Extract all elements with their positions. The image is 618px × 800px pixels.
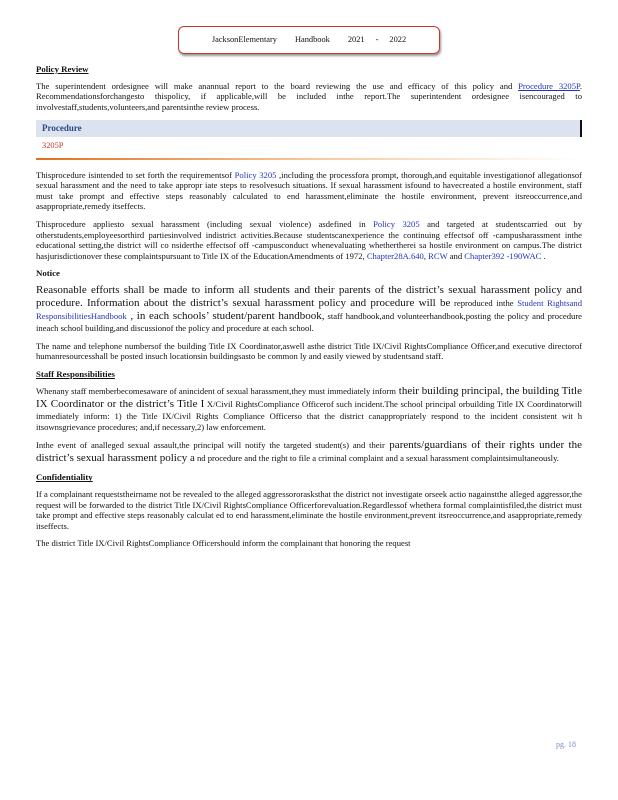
procedure-paragraph-1: Thisprocedure isintended to set forth the requirementsof Policy 3205 ,including the processfora prompt, thorough,and equitable investigationof allegationsof sexual harassment and the need to take appropr iate steps to resolvesuch situations. If sexual harassment isfound to havecreated a hostile environment, staff must take prompt and effective steps reasonably calculated to end harassment,eliminate the hostile environment, prevent itsreoccurrence,and asappropriate,remedy itseffects.	[36, 169, 582, 212]
notice-paragraph-1: Reasonable efforts shall be made to inform all students and their parents of the district’s sexual harassment policy and procedure. Information about the district’s sexual harassment policy and procedure will be reproduced inthe Student Rightsand ResponsibilitiesHandbook , in each schools’ student/parent handbook, staff handbook,and volunteerhandbook,posting the policy and procedure ineach school building,and discussionof the policy and procedure at each school.	[36, 283, 582, 333]
divider	[36, 158, 582, 160]
notice-heading: Notice	[36, 268, 60, 279]
wac-link[interactable]: Chapter392 -190WAC	[464, 250, 542, 261]
policy-link-2[interactable]: Policy 3205	[373, 218, 420, 229]
year-start: 2021	[347, 34, 365, 44]
rcw-link[interactable]: RCW	[428, 250, 448, 261]
handbook-header	[178, 26, 440, 54]
page-number: pg. 18	[556, 740, 576, 749]
procedure-paragraph-2: Thisprocedure appliesto sexual harassment (including sexual violence) asdefined in Policy 3205 and targeted at studentscarried out by otherstudents,employeesorthird partiesinvolved indistrict activities.Because studentscanexperience the continuing effectsof off -campusharassment inthe educational setting,the district will co nsiderthe effectsof off -campusconduct whenevaluating whethertherei sa hostile environment on campus.The district hasjurisdictionover these complaintspursuant to Title IX of the EducationAmendments of 1972, Chapter28A.640, RCW and Chapter392 -190WAC .	[36, 218, 582, 261]
header-title: Handbook	[294, 34, 330, 44]
year-separator: -	[375, 34, 379, 44]
policy-link[interactable]: Policy 3205	[234, 169, 277, 180]
staff-paragraph-2: Inthe event of analleged sexual assault,the principal will notify the targeted student(s) and their parents/guardians of their rights under the district’s sexual harassment policy a nd procedure and the right to file a criminal complaint and a sexual harassment complaintsimultaneously.	[36, 439, 582, 465]
policy-review-paragraph: The superintendent ordesignee will make anannual report to the board reviewing the use and efficacy of this policy and Procedure 3205P. Recommendationsforchangesto thispolicy, if applicable,will be included inthe report.The superintendent ordesignee isencouraged to involvestaff,students,volunteers,and parentsinthe review process.	[36, 80, 583, 112]
school-name: JacksonElementary	[211, 34, 277, 44]
confidentiality-heading: Confidentiality	[36, 472, 93, 483]
confidentiality-paragraph-1: If a complainant requeststheirname not be revealed to the alleged aggressororasksthat the district not investigate orseek actio nagainstthe alleged aggressor,the request will be forwarded to the district Title IX/Civil RightsCompliance Officerforevaluation.Regardlessof whethera formal complaintisfiled,the district must take prompt and effective steps reasonably calculat ed to end harassment,eliminate the hostile environment,prevent itsreoccurrence,and asappropriate,remedy itseffects.	[36, 489, 582, 531]
policy-review-heading: Policy Review	[36, 64, 89, 74]
handbook-link[interactable]: Student Rightsand ResponsibilitiesHandbook	[36, 297, 582, 321]
procedure-heading-bar: Procedure	[36, 120, 582, 137]
staff-responsibilities-heading: Staff Responsibilities	[36, 368, 115, 379]
procedure-link[interactable]: Procedure 3205P	[518, 80, 580, 91]
chapter-link[interactable]: Chapter28A.640	[366, 250, 424, 261]
document-content	[36, 64, 582, 556]
notice-paragraph-2: The name and telephone numbersof the building Title IX Coordinator,aswell asthe district Title IX/Civil RightsCompliance Officer,and executive directorof humanresourcesshall be posted insuch locationsin buildingsasto be common ly and easily viewed by studentsand staff.	[36, 340, 582, 362]
year-end: 2022	[389, 34, 407, 44]
staff-paragraph-1: Whenany staff memberbecomesaware of anincident of sexual harassment,they must immediately inform their building principal, the building Title IX Coordinator or the district’s Title I X/Civil RightsCompliance Officerof such incident.The school principal orbuilding Title IX Coordinatorwill immediately inform: 1) the Title IX/Civil Rights Compliance Officerso that the district canappropriately respond to the incident consistent wit h itsownsgrievance procedures; and,if necessary,2) law enforcement.	[36, 385, 582, 432]
procedure-code: 3205P	[42, 140, 64, 150]
confidentiality-paragraph-2: The district Title IX/Civil RightsCompliance Officershould inform the complainant that honoring the request	[36, 538, 411, 549]
